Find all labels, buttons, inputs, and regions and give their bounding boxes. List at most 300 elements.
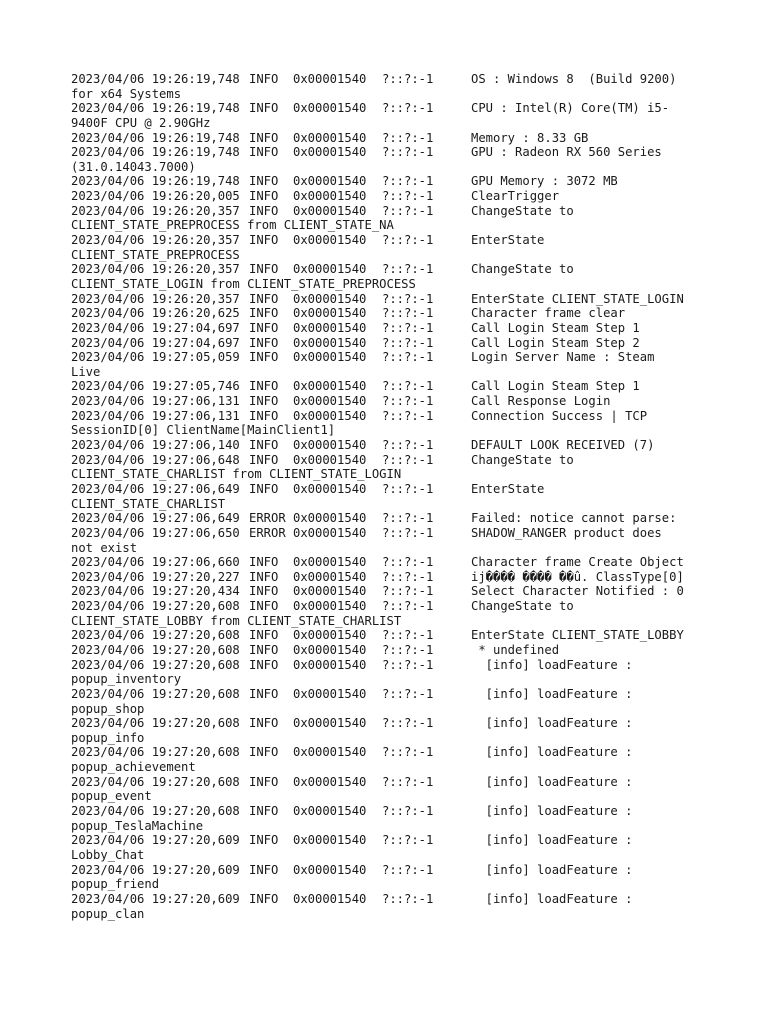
log-message: OS : Windows 8 (Build 9200) [471,72,677,86]
log-line [71,716,721,731]
log-level: INFO [249,833,279,848]
log-source: ?::?:-1 [382,657,434,672]
log-line [71,628,721,643]
log-thread-id: 0x00001540 [293,716,367,731]
log-message-continuation: popup_shop [71,701,145,716]
log-level: INFO [249,686,279,701]
log-source: ?::?:-1 [382,686,434,701]
log-message-continuation: Live [71,364,101,379]
log-source: ?::?:-1 [382,320,434,335]
log-entry [71,599,721,628]
log-timestamp: 2023/04/06 19:27:20,608 [71,716,240,731]
log-message: * undefined [471,642,560,657]
log-message-continuation: popup_clan [71,906,145,921]
log-source: ?::?:-1 [382,394,434,409]
log-source: ?::?:-1 [382,511,434,526]
log-entry [71,643,721,658]
log-thread-id: 0x00001540 [293,203,367,218]
log-message: Character frame clear [471,306,626,321]
log-source: ?::?:-1 [382,189,434,204]
log-message: EnterState CLIENT_STATE_LOGIN [471,291,684,306]
log-timestamp: 2023/04/06 19:27:04,697 [71,335,240,350]
log-line [71,394,721,409]
log-message-continuation: not exist [71,540,138,555]
log-timestamp: 2023/04/06 19:26:20,357 [71,262,240,277]
log-level: INFO [249,774,279,789]
log-message: Login Server Name : Steam [471,350,655,365]
log-source: ?::?:-1 [382,306,434,321]
log-line-continuation [71,218,721,233]
log-thread-id: 0x00001540 [293,130,367,145]
log-line-continuation [71,467,721,482]
log-message: [info] loadFeature : [471,804,633,819]
log-message: Failed: notice cannot parse: [471,511,677,526]
log-entry [71,321,721,336]
log-source: ?::?:-1 [382,481,434,496]
log-timestamp: 2023/04/06 19:27:20,434 [71,584,240,599]
log-timestamp: 2023/04/06 19:27:06,649 [71,481,240,496]
log-timestamp: 2023/04/06 19:27:20,608 [71,686,240,701]
log-source: ?::?:-1 [382,262,434,277]
log-level: INFO [249,862,279,877]
log-timestamp: 2023/04/06 19:27:20,608 [71,804,240,819]
log-timestamp: 2023/04/06 19:26:19,748 [71,101,240,116]
log-entry [71,775,721,804]
log-entry [71,101,721,130]
log-entry [71,570,721,585]
log-entry [71,863,721,892]
log-level: INFO [249,320,279,335]
log-message-continuation: popup_event [71,789,152,804]
log-thread-id: 0x00001540 [293,569,367,584]
log-thread-id: 0x00001540 [293,101,367,116]
log-line-continuation [71,731,721,746]
log-thread-id: 0x00001540 [293,511,367,526]
log-message: ij���� ���� ��û. ClassType[0] [471,569,684,584]
log-message-continuation: popup_info [71,730,145,745]
log-level: INFO [249,642,279,657]
log-line-continuation [71,497,721,512]
log-thread-id: 0x00001540 [293,804,367,819]
log-source: ?::?:-1 [382,350,434,365]
log-timestamp: 2023/04/06 19:27:06,648 [71,452,240,467]
log-thread-id: 0x00001540 [293,335,367,350]
log-source: ?::?:-1 [382,891,434,906]
log-message: GPU Memory : 3072 MB [471,174,618,189]
log-entry [71,716,721,745]
log-source: ?::?:-1 [382,233,434,248]
log-level: INFO [249,130,279,145]
log-entry [71,892,721,921]
log-line-continuation [71,819,721,834]
log-line [71,643,721,658]
log-entry [71,745,721,774]
log-message: EnterState CLIENT_STATE_LOBBY [471,628,684,643]
log-line [71,482,721,497]
log-timestamp: 2023/04/06 19:26:19,748 [71,72,240,86]
log-level: INFO [249,291,279,306]
log-entry [71,555,721,570]
log-entry [71,204,721,233]
log-message: [info] loadFeature : [471,774,633,789]
log-message: Call Response Login [471,394,611,409]
log-source: ?::?:-1 [382,130,434,145]
log-thread-id: 0x00001540 [293,174,367,189]
log-thread-id: 0x00001540 [293,72,367,86]
log-level: INFO [249,262,279,277]
log-entry [71,262,721,291]
log-entry [71,438,721,453]
log-line [71,379,721,394]
log-thread-id: 0x00001540 [293,481,367,496]
log-line [71,526,721,541]
log-message: EnterState [471,481,545,496]
log-timestamp: 2023/04/06 19:27:06,140 [71,438,240,453]
log-entry [71,189,721,204]
log-level: INFO [249,481,279,496]
log-line-continuation [71,877,721,892]
log-timestamp: 2023/04/06 19:26:20,625 [71,306,240,321]
log-level: INFO [249,306,279,321]
log-timestamp: 2023/04/06 19:27:06,131 [71,394,240,409]
log-entry [71,292,721,307]
log-line [71,292,721,307]
log-timestamp: 2023/04/06 19:27:20,609 [71,862,240,877]
log-source: ?::?:-1 [382,145,434,160]
log-message: ChangeState to [471,452,574,467]
log-source: ?::?:-1 [382,774,434,789]
log-message-continuation: for x64 Systems [71,86,182,101]
log-message: Call Login Steam Step 1 [471,320,640,335]
log-line [71,321,721,336]
log-thread-id: 0x00001540 [293,745,367,760]
log-message-continuation: popup_TeslaMachine [71,818,204,833]
log-source: ?::?:-1 [382,452,434,467]
log-message-continuation: 9400F CPU @ 2.90GHz [71,115,211,130]
log-entry [71,379,721,394]
log-source: ?::?:-1 [382,438,434,453]
log-thread-id: 0x00001540 [293,320,367,335]
log-message: [info] loadFeature : [471,891,633,906]
log-message: Connection Success | TCP [471,408,648,423]
log-level: INFO [249,408,279,423]
log-level: INFO [249,745,279,760]
log-message-continuation: CLIENT_STATE_LOGIN from CLIENT_STATE_PREPROCESS [71,276,416,291]
log-message: Select Character Notified : 0 [471,584,684,599]
log-text [71,72,721,921]
log-message: GPU : Radeon RX 560 Series [471,145,662,160]
log-message: ChangeState to [471,599,574,614]
log-line [71,804,721,819]
log-level: INFO [249,584,279,599]
log-message: [info] loadFeature : [471,716,633,731]
log-line-continuation [71,116,721,131]
log-line [71,745,721,760]
log-message: Call Login Steam Step 2 [471,335,640,350]
log-line [71,892,721,907]
log-line-continuation [71,907,721,922]
log-line-continuation [71,614,721,629]
log-level: ERROR [249,525,286,540]
log-thread-id: 0x00001540 [293,233,367,248]
log-message-continuation: popup_achievement [71,760,196,775]
log-timestamp: 2023/04/06 19:26:19,748 [71,145,240,160]
log-entry [71,394,721,409]
log-thread-id: 0x00001540 [293,642,367,657]
log-entry [71,628,721,643]
log-thread-id: 0x00001540 [293,862,367,877]
log-message: CPU : Intel(R) Core(TM) i5- [471,101,670,116]
log-line-continuation [71,248,721,263]
log-level: INFO [249,101,279,116]
log-line [71,336,721,351]
log-line [71,145,721,160]
log-entry [71,584,721,599]
log-level: INFO [249,569,279,584]
log-level: INFO [249,203,279,218]
log-line-continuation [71,848,721,863]
log-source: ?::?:-1 [382,101,434,116]
log-entry [71,131,721,146]
log-line [71,833,721,848]
log-thread-id: 0x00001540 [293,379,367,394]
log-thread-id: 0x00001540 [293,657,367,672]
log-timestamp: 2023/04/06 19:27:06,660 [71,555,240,570]
log-message: Call Login Steam Step 1 [471,379,640,394]
log-source: ?::?:-1 [382,555,434,570]
log-line [71,453,721,468]
log-line [71,233,721,248]
log-entry [71,306,721,321]
log-line [71,350,721,365]
log-timestamp: 2023/04/06 19:27:20,608 [71,642,240,657]
log-level: INFO [249,394,279,409]
log-message-continuation: CLIENT_STATE_PREPROCESS from CLIENT_STATE_NA [71,218,394,233]
log-message: Character frame Create Object [471,555,684,570]
log-message-continuation: SessionID[0] ClientName[MainClient1] [71,423,336,438]
log-timestamp: 2023/04/06 19:26:20,357 [71,291,240,306]
log-level: INFO [249,657,279,672]
log-timestamp: 2023/04/06 19:26:20,357 [71,233,240,248]
log-thread-id: 0x00001540 [293,394,367,409]
log-message: ClearTrigger [471,189,560,204]
log-timestamp: 2023/04/06 19:26:19,748 [71,174,240,189]
log-level: INFO [249,804,279,819]
log-thread-id: 0x00001540 [293,306,367,321]
log-level: INFO [249,233,279,248]
log-thread-id: 0x00001540 [293,350,367,365]
log-document [71,72,721,921]
log-source: ?::?:-1 [382,862,434,877]
log-entry [71,453,721,482]
log-line-continuation [71,702,721,717]
log-timestamp: 2023/04/06 19:26:20,357 [71,203,240,218]
log-thread-id: 0x00001540 [293,145,367,160]
log-line [71,72,721,87]
log-line [71,658,721,673]
log-source: ?::?:-1 [382,745,434,760]
log-message-continuation: popup_friend [71,877,160,892]
log-timestamp: 2023/04/06 19:27:06,131 [71,408,240,423]
log-thread-id: 0x00001540 [293,686,367,701]
log-source: ?::?:-1 [382,804,434,819]
log-line-continuation [71,789,721,804]
log-thread-id: 0x00001540 [293,584,367,599]
log-message-continuation: Lobby_Chat [71,847,145,862]
log-line-continuation [71,760,721,775]
log-line [71,101,721,116]
log-level: INFO [249,189,279,204]
log-message: EnterState [471,233,545,248]
log-level: INFO [249,350,279,365]
log-entry [71,233,721,262]
log-message-continuation: CLIENT_STATE_CHARLIST from CLIENT_STATE_LOGIN [71,467,402,482]
log-source: ?::?:-1 [382,72,434,86]
log-source: ?::?:-1 [382,335,434,350]
log-thread-id: 0x00001540 [293,452,367,467]
log-source: ?::?:-1 [382,642,434,657]
log-message-continuation: CLIENT_STATE_CHARLIST [71,496,226,511]
log-timestamp: 2023/04/06 19:27:04,697 [71,320,240,335]
log-thread-id: 0x00001540 [293,408,367,423]
log-source: ?::?:-1 [382,379,434,394]
log-source: ?::?:-1 [382,174,434,189]
log-timestamp: 2023/04/06 19:27:20,608 [71,628,240,643]
log-thread-id: 0x00001540 [293,555,367,570]
log-level: INFO [249,628,279,643]
log-line-continuation [71,277,721,292]
log-message: [info] loadFeature : [471,686,633,701]
log-entry [71,72,721,101]
log-line [71,775,721,790]
log-entry [71,336,721,351]
log-timestamp: 2023/04/06 19:27:06,650 [71,525,240,540]
log-thread-id: 0x00001540 [293,774,367,789]
log-thread-id: 0x00001540 [293,599,367,614]
log-level: INFO [249,599,279,614]
log-line-continuation [71,365,721,380]
log-message-continuation: popup_inventory [71,672,182,687]
log-timestamp: 2023/04/06 19:27:20,609 [71,833,240,848]
log-timestamp: 2023/04/06 19:27:20,227 [71,569,240,584]
log-message-continuation: CLIENT_STATE_PREPROCESS [71,247,240,262]
log-line [71,863,721,878]
log-source: ?::?:-1 [382,833,434,848]
log-level: INFO [249,452,279,467]
log-entry [71,658,721,687]
log-level: INFO [249,335,279,350]
log-message: [info] loadFeature : [471,657,633,672]
log-line [71,687,721,702]
log-message: [info] loadFeature : [471,833,633,848]
log-level: INFO [249,716,279,731]
log-line [71,584,721,599]
log-line [71,555,721,570]
log-line-continuation [71,87,721,102]
log-source: ?::?:-1 [382,569,434,584]
log-timestamp: 2023/04/06 19:27:20,608 [71,745,240,760]
log-timestamp: 2023/04/06 19:27:06,649 [71,511,240,526]
log-message: DEFAULT LOOK RECEIVED (7) [471,438,655,453]
log-message: [info] loadFeature : [471,745,633,760]
log-line [71,409,721,424]
log-timestamp: 2023/04/06 19:27:20,608 [71,774,240,789]
log-line [71,511,721,526]
log-timestamp: 2023/04/06 19:27:20,608 [71,599,240,614]
log-line [71,131,721,146]
log-line-continuation [71,423,721,438]
log-source: ?::?:-1 [382,716,434,731]
log-line [71,599,721,614]
log-timestamp: 2023/04/06 19:27:20,609 [71,891,240,906]
log-source: ?::?:-1 [382,525,434,540]
log-entry [71,145,721,174]
log-level: ERROR [249,511,286,526]
log-message: SHADOW_RANGER product does [471,525,662,540]
log-level: INFO [249,555,279,570]
log-source: ?::?:-1 [382,203,434,218]
log-entry [71,804,721,833]
log-source: ?::?:-1 [382,584,434,599]
log-line [71,204,721,219]
log-entry [71,174,721,189]
log-timestamp: 2023/04/06 19:26:19,748 [71,130,240,145]
log-entry [71,350,721,379]
log-entry [71,511,721,526]
log-entry [71,526,721,555]
log-thread-id: 0x00001540 [293,833,367,848]
log-line [71,189,721,204]
log-timestamp: 2023/04/06 19:27:05,746 [71,379,240,394]
log-line-continuation [71,672,721,687]
log-level: INFO [249,174,279,189]
log-thread-id: 0x00001540 [293,525,367,540]
log-thread-id: 0x00001540 [293,189,367,204]
log-line [71,174,721,189]
log-entry [71,409,721,438]
log-entry [71,833,721,862]
log-message: ChangeState to [471,262,574,277]
log-message-continuation: CLIENT_STATE_LOBBY from CLIENT_STATE_CHARLIST [71,613,402,628]
log-thread-id: 0x00001540 [293,628,367,643]
log-message: ChangeState to [471,203,574,218]
log-source: ?::?:-1 [382,291,434,306]
log-source: ?::?:-1 [382,628,434,643]
log-line [71,306,721,321]
log-line [71,570,721,585]
log-line-continuation [71,160,721,175]
log-entry [71,687,721,716]
log-thread-id: 0x00001540 [293,438,367,453]
log-level: INFO [249,379,279,394]
log-timestamp: 2023/04/06 19:26:20,005 [71,189,240,204]
log-thread-id: 0x00001540 [293,891,367,906]
log-thread-id: 0x00001540 [293,262,367,277]
log-level: INFO [249,145,279,160]
log-level: INFO [249,891,279,906]
log-level: INFO [249,72,279,86]
log-message: Memory : 8.33 GB [471,130,589,145]
log-line [71,438,721,453]
log-message-continuation: (31.0.14043.7000) [71,159,196,174]
log-source: ?::?:-1 [382,599,434,614]
log-entry [71,482,721,511]
log-timestamp: 2023/04/06 19:27:20,608 [71,657,240,672]
log-source: ?::?:-1 [382,408,434,423]
log-thread-id: 0x00001540 [293,291,367,306]
log-level: INFO [249,438,279,453]
log-line-continuation [71,541,721,556]
